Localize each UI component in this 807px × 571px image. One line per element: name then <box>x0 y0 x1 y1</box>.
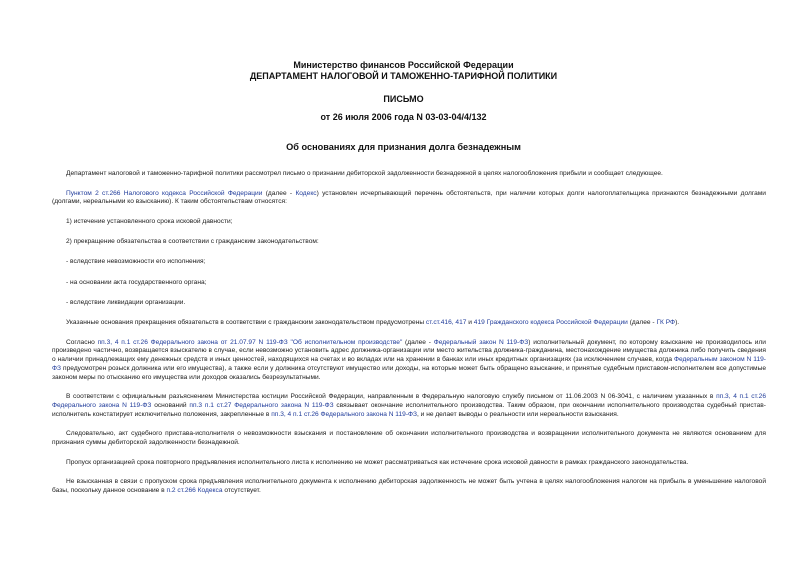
link-gk-rf[interactable]: ГК РФ <box>656 318 676 326</box>
document-body <box>52 170 766 507</box>
paragraph-enforcement-law: Согласно пп.3, 4 п.1 ст.26 Федерального закона от 21.07.97 N 119-ФЗ "Об исполнительном производстве" (далее - Федеральный закон N 119-ФЗ) исполнительный документ, по которому взыскание не производилось или произведено частично, возвращается взыскателю в случае, если невозможно установить адрес должника-организации или место жительства должника-гражданина, местонахождение имущества должника либо получить сведения о наличии принадлежащих ему денежных средств и иных ценностей, находящихся на счетах и во вкладах или на хранении в банках или иных кредитных организациях (за исключением случаев, когда Федеральным законом N 119-ФЗ предусмотрен розыск должника или его имущества), а также если у должника отсутствуют имущество или доходы, на которые может быть обращено взыскание, и принятые судебным приставом-исполнителем все допустимые законом меры по отысканию его имущества или доходов оказались безрезультатными. <box>52 338 766 381</box>
link-law-119fz-art26[interactable]: пп.3, 4 п.1 ст.26 Федерального закона от 21.07.97 N 119-ФЗ "Об исполнительном производстве" <box>97 338 403 346</box>
department-name: ДЕПАРТАМЕНТ НАЛОГОВОЙ И ТАМОЖЕННО-ТАРИФНОЙ ПОЛИТИКИ <box>249 71 558 81</box>
list-item-impossibility: - вследствие невозможности его исполнения; <box>66 258 206 266</box>
link-law-119fz-art26-a[interactable]: пп.3, 4 п.1 ст.26 Федерального закона N 119-ФЗ <box>52 393 766 410</box>
paragraph-ministry-justice: В соответствии с официальным разъяснением Министерства юстиции Российской Федерации, направленным в Федеральную налоговую службу письмом от 11.06.2003 N 06-3041, с наличием указанных в пп.3, 4 п.1 ст.26 Федерального закона N 119-ФЗ оснований пп.3 п.1 ст.27 Федерального закона N 119-ФЗ связывает окончание исполнительного производства. Таким образом, при окончании исполнительного производства судебный пристав-исполнитель констатирует исключительно положения, закрепленные в пп.3, 4 п.1 ст.26 Федерального закона N 119-ФЗ, и не делает выводы о реальности или нереальности взыскания. <box>52 393 766 418</box>
link-law-119fz-search[interactable]: Федеральным законом N 119-ФЗ <box>52 356 766 372</box>
paragraph-final: Не взысканная в связи с пропуском срока предъявления исполнительного документа к исполнению дебиторская задолженность не может быть учтена в целях налогообложения налогом на прибыль в уменьшение налоговой базы, поскольку данное основание в п.2 ст.266 Кодекса отсутствует. <box>52 478 766 495</box>
link-law-119fz-art27[interactable]: пп.3 п.1 ст.27 Федерального закона N 119-ФЗ <box>189 402 334 410</box>
link-code[interactable]: Кодекс <box>295 189 317 197</box>
list-item-limitation: 1) истечение установленного срока исковой давности; <box>66 217 233 225</box>
paragraph-civil-code: Указанные основания прекращения обязательств в соответствии с гражданским законодательством предусмотрены ст.ст.416, 417 и 419 Гражданского кодекса Российской Федерации (далее - ГК РФ). <box>66 318 680 326</box>
list-item-termination: 2) прекращение обязательства в соответствии с гражданским законодательством: <box>66 238 319 246</box>
document-subject: Об основаниях для признания долга безнадежным <box>286 142 521 152</box>
paragraph-intro: Департамент налоговой и таможенно-тарифной политики рассмотрел письмо о признании дебиторской задолженности безнадежной в целях налогообложения прибыли и сообщает следующее. <box>66 170 663 177</box>
link-law-119fz[interactable]: Федеральный закон N 119-ФЗ <box>433 338 529 346</box>
document-date: от 26 июля 2006 года N 03-03-04/4/132 <box>320 112 487 122</box>
paragraph-missed-deadline: Пропуск организацией срока повторного предъявления исполнительного листа к исполнению не может рассматриваться как истечение срока исковой давности в рамках гражданского законодательства. <box>66 458 689 466</box>
paragraph-circumstances: Пунктом 2 ст.266 Налогового кодекса Российской Федерации (далее - Кодекс) установлен исчерпывающий перечень обстоятельств, при наличии которых долги налогоплательщика признаются безнадежными долгами (долгами, нереальными ко взысканию). К таким обстоятельствам относятся: <box>52 189 766 206</box>
list-item-liquidation: - вследствие ликвидации организации. <box>66 298 186 306</box>
link-civil-code-419[interactable]: 419 Гражданского кодекса Российской Федерации <box>473 318 628 326</box>
list-item-state-act: - на основании акта государственного органа; <box>66 278 207 286</box>
link-code-p2-art266[interactable]: п.2 ст.266 Кодекса <box>166 487 223 495</box>
document-type: ПИСЬМО <box>383 94 424 104</box>
link-law-119fz-art26-b[interactable]: пп.3, 4 п.1 ст.26 Федерального закона N 119-ФЗ <box>271 410 418 418</box>
link-tax-code-p2-art266[interactable]: Пунктом 2 ст.266 Налогового кодекса Российской Федерации <box>66 189 263 197</box>
link-civil-code-416-417[interactable]: ст.ст.416, 417 <box>425 318 467 326</box>
ministry-name: Министерство финансов Российской Федерации <box>293 60 514 70</box>
paragraph-conclusion: Следовательно, акт судебного пристава-исполнителя о невозможности взыскания и постановление об окончании исполнительного производства и возвращении исполнительного документа не являются основанием для признания суммы дебиторской задолженности безнадежной. <box>52 430 766 447</box>
